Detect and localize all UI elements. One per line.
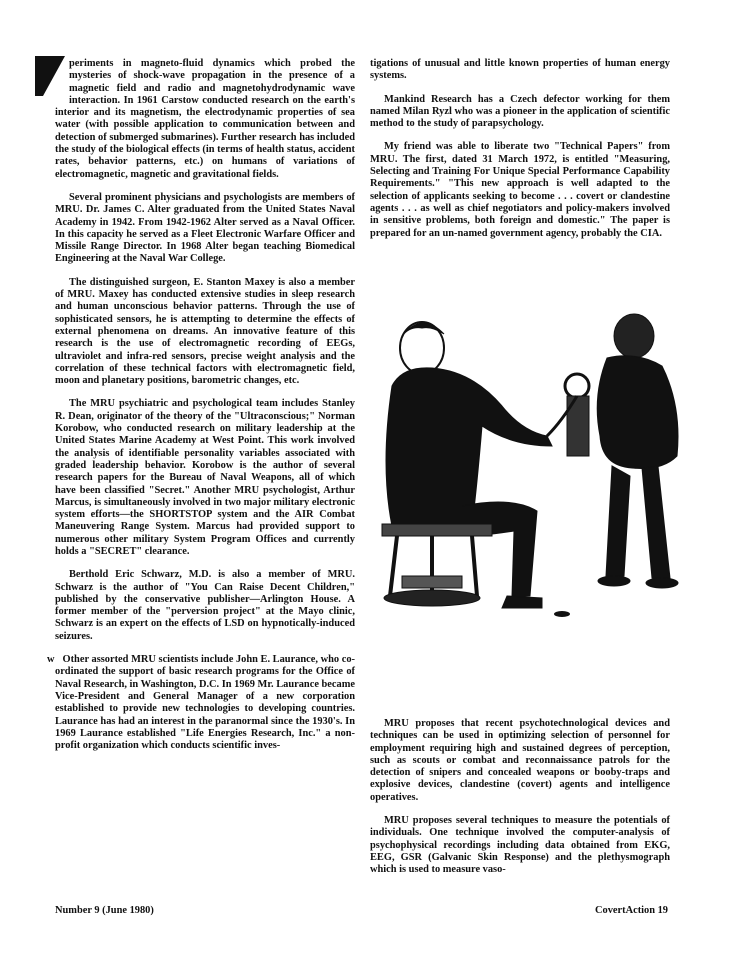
right-column-bottom xyxy=(370,718,670,888)
paragraph: Several prominent physicians and psychologists are members of MRU. Dr. James C. Alter graduated from the United States Naval Academy in 1942. From 1942-1962 Alter served as a Naval Officer. In this capacity he served as a Fleet Electronic Warfare Officer and Missile Range Director. In 1968 Alter began teaching Biomedical Engineering at the Naval War College. xyxy=(55,191,355,265)
footer-issue: Number 9 (June 1980) xyxy=(55,905,154,916)
paragraph-text: Other assorted MRU scientists include John E. Laurance, who co-ordinated the support of basic research programs for the Office of Naval Research, in Washington, D.C. In 1969 Mr. Laurance became Vice-President and General Manager of a new corporation established to provide new technologies to developing countries. Laurance has had an interest in the paranormal since the 1930's. In 1969 Laurance established "Life Energies Research, Inc." a non-profit organization which conducts scientific inves- xyxy=(55,654,355,752)
illustration xyxy=(362,296,698,636)
paragraph: My friend was able to liberate two "Technical Papers" from MRU. The first, dated 31 March 1972, is entitled "Measuring, Selecting and Training For Unique Special Performance Capability Requirements." "This new approach is well adapted to the selection of applicants seeking to become . . . covert or clandestine agents . . . as well as chief negotiators and policy-makers involved in sensitive problems, both foreign and domestic." The paper is prepared for an un-named government agency, probably the CIA. xyxy=(370,141,670,239)
right-column-top xyxy=(370,58,670,251)
left-column xyxy=(47,58,355,763)
paragraph: tigations of unusual and little known properties of human energy systems. xyxy=(370,58,670,82)
paragraph xyxy=(55,58,355,181)
paragraph-text: periments in magneto-fluid dynamics which probed the mysteries of shock-wave propagation in the presence of a magnetic field and radio and magnetohydrodynamic wave interaction. In 1961 Carstow conducted research on the earth's interior and its magnetism, the electrodynamic properties of sea water (with possible application to communication between and detection of submerged submarines). Further research has included the study of the biological effects (in terms of health status, accident rates, behavior patterns, etc.) on humans of variations of electromagnetic, magnetic and gravitational fields. xyxy=(55,58,355,180)
paragraph: The distinguished surgeon, E. Stanton Maxey is also a member of MRU. Maxey has conducted extensive studies in sleep research and human unconscious behavior patterns. Through the use of sophisticated sensors, he is attempting to determine the effects of external phenomena on dreams. An innovative feature of this research is the use of electromagnetic recording of EEGs, ultraviolet and infra-red sensors, precise weight analysis and the correlation of these technical factors with electromagnetic field, moon and planetary positions, barometric changes, etc. xyxy=(55,276,355,387)
paragraph: MRU proposes that recent psychotechnological devices and techniques can be used in optimizing selection of personnel for employment requiring high and sustained degrees of perception, such as scouts or combat and reconnaissance patrols for the detection of snipers and concealed weapons or booby-traps and explosive devices, clandestine (covert) agents and intelligence operatives. xyxy=(370,718,670,803)
seated-man-figure xyxy=(382,322,552,608)
bullet-mark: w xyxy=(47,654,55,666)
paragraph: Mankind Research has a Czech defector working for them named Milan Ryzl who was a pioneer in the application of scientific method to the study of parapsychology. xyxy=(370,93,670,130)
standing-boy-figure xyxy=(565,314,678,588)
paragraph xyxy=(47,654,355,752)
footer-page-number: CovertAction 19 xyxy=(595,905,669,916)
paragraph: MRU proposes several techniques to measure the potentials of individuals. One technique involved the computer-analysis of psychophysical recordings including data obtained from EKG, EEG, GSR (Galvanic Skin Response) and the plethysmograph which is used to measure vaso- xyxy=(370,815,670,876)
paragraph: Berthold Eric Schwarz, M.D. is also a member of MRU. Schwarz is the author of "You Can Raise Decent Children," published by the conservative publisher—Arlington House. A former member of the "perversion project" at the Mayo clinic, Schwarz is an expert on the effects of LSD on hypnotically-induced seizures. xyxy=(55,569,355,642)
dropcap-mark-icon xyxy=(35,56,65,96)
paragraph: The MRU psychiatric and psychological team includes Stanley R. Dean, originator of the theory of the "Ultraconscious;" Norman Korobow, who conducted research on military leadership at the United States Marine Academy at West Point. This work involved the analysis of identifiable personality variables associated with graded leadership behavior. Korobow is the author of several research papers for the Bureau of Naval Weapons, all of which have been classified "Secret." Another MRU psychologist, Arthur Marcus, is simultaneously involved in two major military electronic system efforts—the SHORTSTOP system and the AIR Combat Maneuvering Range System. Marcus had provided support to numerous other military System Program Offices and currently holds a "SECRET" clearance. xyxy=(55,398,355,557)
